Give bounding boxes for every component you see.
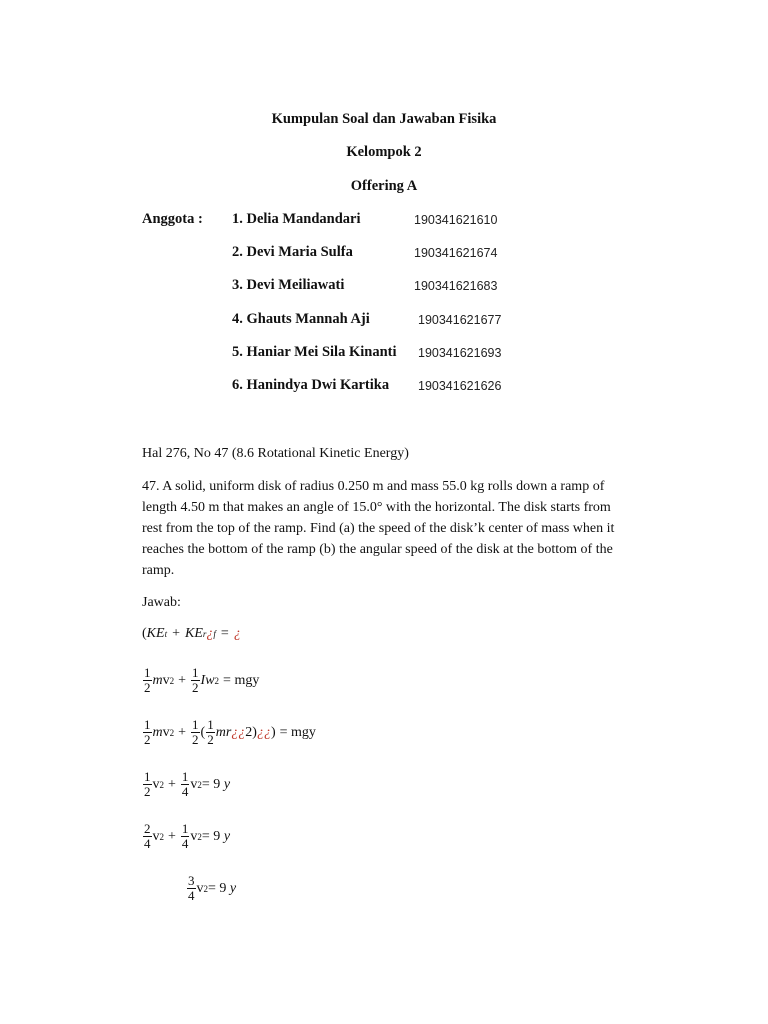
eq-unknown-glyph: ¿ xyxy=(206,626,214,641)
member-name: 2. Devi Maria Sulfa xyxy=(232,244,353,260)
eq-unknown-glyph: ¿ xyxy=(256,724,264,740)
member-id: 190341621674 xyxy=(414,246,498,260)
eq-equals: = xyxy=(220,626,229,641)
eq-unknown-glyph: ¿ xyxy=(263,724,271,740)
equation-simplified-3: $\frac{3}{4}$ v 2 = 9 y xyxy=(188,873,237,903)
eq-mr: mr xyxy=(215,724,232,740)
eq-mgy: = mgy xyxy=(223,672,260,688)
member-id: 190341621610 xyxy=(414,213,498,227)
fraction-one-half: $\frac{1}{2}$ xyxy=(144,665,151,695)
member-id: 190341621693 xyxy=(418,346,502,360)
fraction-one-half: $\frac{1}{2}$ xyxy=(192,665,199,695)
fraction-three-quarters: $\frac{3}{4}$ xyxy=(188,873,195,903)
eq-ke: KE xyxy=(184,626,203,641)
fraction-one-half: $\frac{1}{2}$ xyxy=(144,769,151,799)
member-name: 1. Delia Mandandari xyxy=(232,211,361,227)
eq-sub-f: f xyxy=(213,629,216,639)
member-name: 6. Hanindya Dwi Kartika xyxy=(232,377,390,393)
eq-m: m xyxy=(152,672,163,688)
problem-line: length 4.50 m that makes an angle of 15.0° with the horizontal. The disk starts from xyxy=(142,500,611,515)
eq-unknown-glyph: ¿ xyxy=(238,724,246,740)
member-id: 190341621683 xyxy=(414,279,498,293)
member-name: 3. Devi Meiliawati xyxy=(232,277,345,293)
eq-v: v xyxy=(162,672,170,688)
eq-omega: w xyxy=(205,672,215,688)
eq-sub-t: t xyxy=(164,629,168,639)
problem-line: reaches the bottom of the ramp (b) the angular speed of the disk at the bottom of the xyxy=(142,542,613,557)
eq-unknown-glyph: ¿ xyxy=(231,724,239,740)
eq-rhs: = 9 xyxy=(201,776,221,792)
equation-simplified-1: $\frac{1}{2}$ v 2 + $\frac{1}{4}$ v 2 = 9 y xyxy=(144,769,231,799)
eq-inertia: I xyxy=(200,672,206,688)
fraction-one-half: $\frac{1}{2}$ xyxy=(144,717,151,747)
eq-ke: KE xyxy=(146,626,165,641)
fraction-one-quarter: $\frac{1}{4}$ xyxy=(181,769,189,799)
fraction-one-half: $\frac{1}{2}$ xyxy=(192,717,199,747)
eq-plus: + xyxy=(172,626,180,641)
eq-unknown-glyph: ¿ xyxy=(233,626,241,641)
answer-label: Jawab: xyxy=(142,595,181,610)
member-id: 190341621677 xyxy=(418,313,502,327)
fraction-one-quarter: $\frac{1}{4}$ xyxy=(181,821,189,851)
members-label: Anggota : xyxy=(142,211,203,227)
eq-rhs: = 9 xyxy=(201,828,221,844)
group-name: Kelompok 2 xyxy=(346,144,422,160)
eq-open-paren: ( xyxy=(142,626,147,641)
fraction-two-quarters: $\frac{2}{4}$ xyxy=(144,821,151,851)
member-name: 4. Ghauts Mannah Aji xyxy=(232,311,370,327)
eq-sub-r: r xyxy=(202,629,207,639)
eq-rhs: = 9 xyxy=(208,880,227,896)
problem-line: rest from the top of the ramp. Find (a) the speed of the disk’k center of mass when it xyxy=(142,521,615,536)
equation-simplified-2: $\frac{2}{4}$ v 2 + $\frac{1}{4}$ v 2 = 9 y xyxy=(144,821,231,851)
equation-kinetic-energy: $\frac{1}{2}$ m v 2 + $\frac{1}{2}$ I w 2 = mgy xyxy=(144,665,260,695)
equation-substitute-inertia: $\frac{1}{2}$ m v 2 + $\frac{1}{2}$ ( $\frac{1}{2}$ mr ¿ ¿ 2 ) ¿ ¿ ) = mgy xyxy=(144,717,316,747)
problem-line: ramp. xyxy=(142,563,175,578)
problem-line: 47. A solid, uniform disk of radius 0.250 m and mass 55.0 kg rolls down a ramp of xyxy=(142,479,605,494)
section-heading: Hal 276, No 47 (8.6 Rotational Kinetic Energy) xyxy=(142,446,409,461)
offering-name: Offering A xyxy=(350,178,418,194)
member-id: 190341621626 xyxy=(418,379,502,393)
document-title: Kumpulan Soal dan Jawaban Fisika xyxy=(271,111,497,127)
equation-energy-conservation xyxy=(142,626,241,642)
member-name: 5. Haniar Mei Sila Kinanti xyxy=(232,344,397,360)
fraction-one-half: $\frac{1}{2}$ xyxy=(207,717,214,747)
problem-text xyxy=(142,476,614,581)
